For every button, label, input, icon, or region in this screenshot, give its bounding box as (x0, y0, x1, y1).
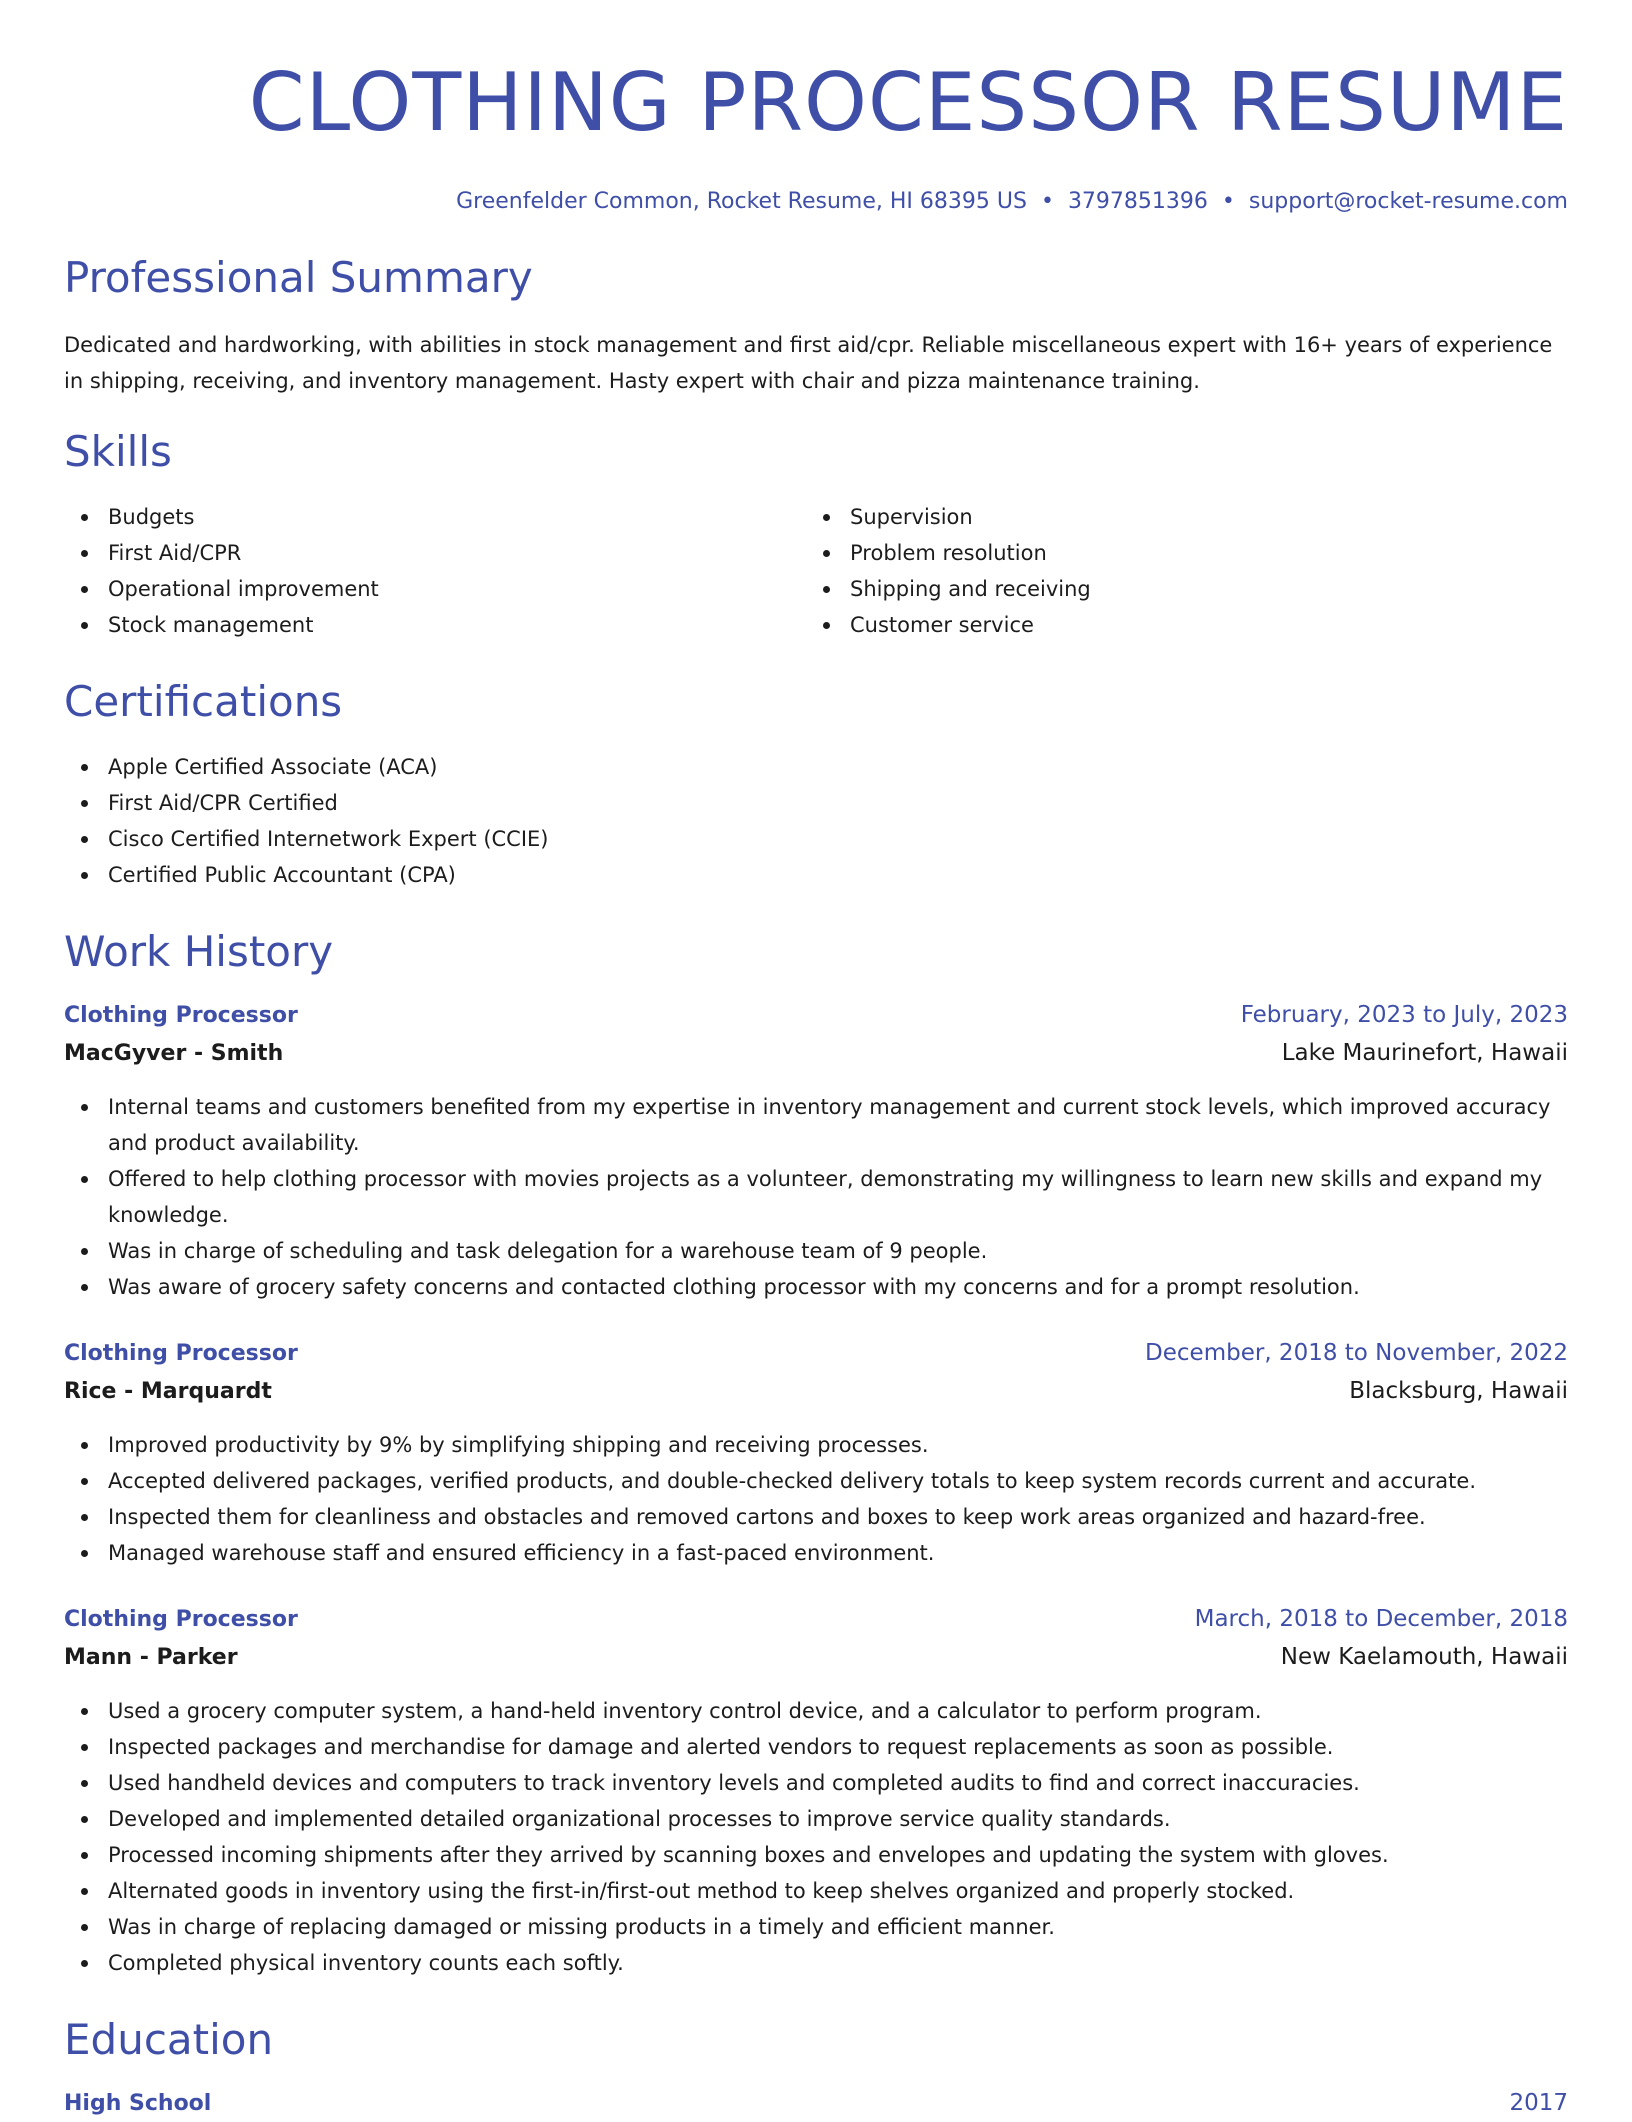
skills-list-left (64, 499, 806, 643)
skill-item: Budgets (64, 499, 806, 535)
education-year: 2017 (1509, 2090, 1568, 2116)
job-entry (64, 1335, 1568, 1571)
skills-grid (64, 499, 1568, 643)
certification-item: First Aid/CPR Certified (64, 785, 1568, 821)
job-bullet: Internal teams and customers benefited from my expertise in inventory management and current stock levels, which improved accuracy and product availability. (64, 1089, 1568, 1161)
job-bullet: Used handheld devices and computers to track inventory levels and completed audits to find and correct inaccuracies. (64, 1765, 1568, 1801)
job-dates: December, 2018 to November, 2022 (1145, 1340, 1568, 1366)
job-header (64, 1335, 1568, 1372)
skills-list-right (806, 499, 1548, 643)
job-bullets (64, 1693, 1568, 1981)
job-title: Clothing Processor (64, 1003, 298, 1028)
job-location: Blacksburg, Hawaii (1349, 1378, 1568, 1404)
skills-heading: Skills (64, 427, 172, 476)
certification-item: Certified Public Accountant (CPA) (64, 857, 1568, 893)
job-entry (64, 1601, 1568, 1981)
job-bullet: Was in charge of replacing damaged or missing products in a timely and efficient manner. (64, 1909, 1568, 1945)
skill-item: Problem resolution (806, 535, 1548, 571)
contact-phone: 3797851396 (1067, 189, 1208, 214)
contact-line (64, 187, 1568, 217)
job-location: Lake Maurinefort, Hawaii (1281, 1040, 1568, 1066)
certifications-heading: Certifications (64, 677, 343, 726)
contact-separator: • (1221, 189, 1235, 214)
job-bullet: Inspected packages and merchandise for damage and alerted vendors to request replacements as soon as possible. (64, 1729, 1568, 1765)
skill-item: Customer service (806, 607, 1548, 643)
job-company: MacGyver - Smith (64, 1041, 284, 1066)
job-subheader (64, 1638, 1568, 1677)
job-company: Rice - Marquardt (64, 1379, 272, 1404)
certification-item: Apple Certified Associate (ACA) (64, 749, 1568, 785)
job-bullet: Inspected them for cleanliness and obstacles and removed cartons and boxes to keep work areas organized and hazard-free. (64, 1499, 1568, 1535)
education-section (64, 2015, 1568, 2122)
job-bullet: Developed and implemented detailed organizational processes to improve service quality standards. (64, 1801, 1568, 1837)
skill-item: First Aid/CPR (64, 535, 806, 571)
job-bullet: Offered to help clothing processor with movies projects as a volunteer, demonstrating my willingness to learn new skills and expand my knowledge. (64, 1161, 1568, 1233)
work-history-section (64, 927, 1568, 1981)
summary-heading: Professional Summary (64, 253, 533, 302)
job-bullet: Was in charge of scheduling and task delegation for a warehouse team of 9 people. (64, 1233, 1568, 1269)
skill-item: Stock management (64, 607, 806, 643)
job-header (64, 1601, 1568, 1638)
summary-section (64, 253, 1568, 399)
skill-item: Shipping and receiving (806, 571, 1548, 607)
job-bullets (64, 1089, 1568, 1305)
job-bullet: Was aware of grocery safety concerns and contacted clothing processor with my concerns and for a prompt resolution. (64, 1269, 1568, 1305)
job-title: Clothing Processor (64, 1607, 298, 1632)
work-history-heading: Work History (64, 927, 334, 976)
job-bullet: Used a grocery computer system, a hand-held inventory control device, and a calculator to perform program. (64, 1693, 1568, 1729)
education-degree: High School (64, 2091, 212, 2116)
job-subheader (64, 1034, 1568, 1073)
job-bullet: Accepted delivered packages, verified products, and double-checked delivery totals to keep system records current and accurate. (64, 1463, 1568, 1499)
job-bullets (64, 1427, 1568, 1571)
resume-page (64, 0, 1568, 2122)
job-bullet: Managed warehouse staff and ensured efficiency in a fast-paced environment. (64, 1535, 1568, 1571)
summary-text: Dedicated and hardworking, with abilities in stock management and first aid/cpr. Reliable miscellaneous expert with 16+ years of experience in shipping, receiving, and inventory management. Hasty expert with chair and pizza maintenance training. (64, 333, 1553, 393)
contact-separator: • (1040, 189, 1054, 214)
job-title: Clothing Processor (64, 1341, 298, 1366)
certifications-list (64, 749, 1568, 893)
education-entry (64, 2085, 1568, 2122)
job-bullet: Processed incoming shipments after they arrived by scanning boxes and envelopes and updating the system with gloves. (64, 1837, 1568, 1873)
job-bullet: Improved productivity by 9% by simplifying shipping and receiving processes. (64, 1427, 1568, 1463)
job-bullet: Alternated goods in inventory using the first-in/first-out method to keep shelves organized and properly stocked. (64, 1873, 1568, 1909)
skill-item: Operational improvement (64, 571, 806, 607)
job-subheader (64, 1372, 1568, 1411)
skill-item: Supervision (806, 499, 1548, 535)
education-heading: Education (64, 2015, 274, 2064)
job-location: New Kaelamouth, Hawaii (1280, 1644, 1568, 1670)
resume-title: CLOTHING PROCESSOR RESUME (248, 56, 1568, 149)
job-company: Mann - Parker (64, 1645, 238, 1670)
certification-item: Cisco Certified Internetwork Expert (CCIE) (64, 821, 1568, 857)
job-dates: February, 2023 to July, 2023 (1240, 1002, 1568, 1028)
job-dates: March, 2018 to December, 2018 (1194, 1606, 1568, 1632)
certifications-section (64, 677, 1568, 893)
skills-section (64, 427, 1568, 643)
job-bullet: Completed physical inventory counts each softly. (64, 1945, 1568, 1981)
job-header (64, 997, 1568, 1034)
job-entry (64, 997, 1568, 1305)
contact-address: Greenfelder Common, Rocket Resume, HI 68395 US (456, 189, 1027, 214)
contact-email: support@rocket-resume.com (1248, 189, 1568, 214)
